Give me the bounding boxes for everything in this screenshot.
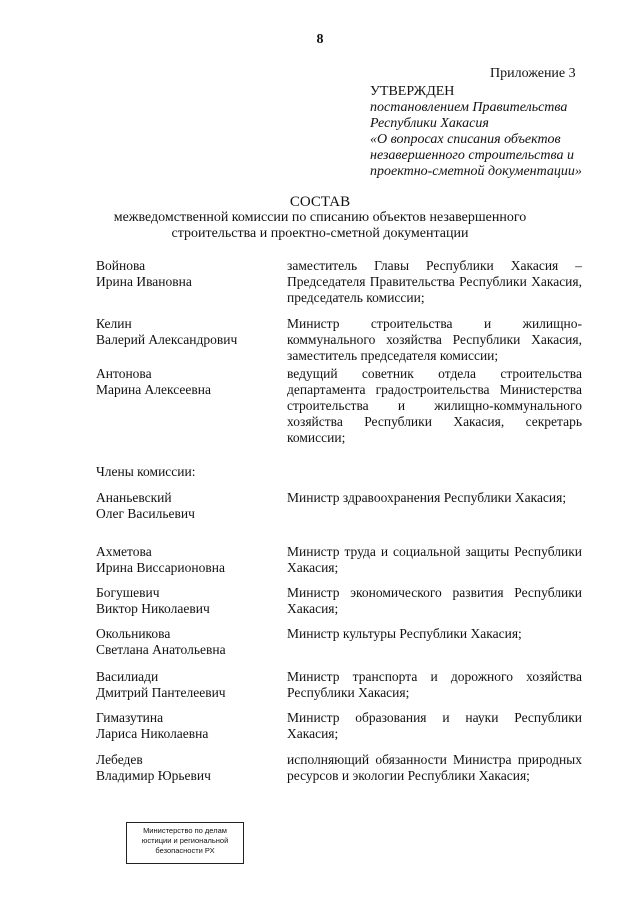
member-given-name: Олег Васильевич	[96, 506, 195, 521]
member-role: Министр труда и социальной защиты Республики Хакасия;	[287, 544, 582, 575]
member-role: Министр экономического развития Республики Хакасия;	[287, 585, 582, 616]
member-given-name: Виктор Николаевич	[96, 601, 210, 616]
member-given-name: Владимир Юрьевич	[96, 768, 211, 783]
approval-line: постановлением Правительства	[370, 100, 568, 115]
member-surname: Василиади	[96, 669, 159, 684]
approval-line: проектно-сметной документации»	[370, 164, 582, 179]
page-number: 8	[316, 32, 324, 47]
member-given-name: Лариса Николаевна	[96, 726, 209, 741]
member-given-name: Марина Алексеевна	[96, 382, 211, 397]
approval-block	[370, 84, 582, 180]
member-given-name: Ирина Ивановна	[96, 274, 192, 289]
stamp-line: юстиции и региональной	[141, 836, 229, 845]
member-name	[96, 585, 286, 617]
member-role: заместитель Главы Республики Хакасия – Председателя Правительства Республики Хакасия, председатель комиссии;	[287, 258, 582, 305]
member-surname: Келин	[96, 316, 132, 331]
member-given-name: Валерий Александрович	[96, 332, 238, 347]
member-name	[96, 490, 286, 522]
member-name	[96, 258, 286, 290]
stamp-line: безопасности РХ	[155, 846, 215, 855]
member-surname: Ахметова	[96, 544, 152, 559]
approval-line: незавершенного строительства и	[370, 148, 574, 163]
subtitle-line: строительства и проектно-сметной документации	[171, 226, 469, 241]
approval-line: «О вопросах списания объектов	[370, 132, 561, 147]
subtitle-line: межведомственной комиссии по списанию объектов незавершенного	[113, 210, 527, 225]
member-name	[96, 752, 286, 784]
member-surname: Гимазутина	[96, 710, 164, 725]
member-name	[96, 669, 286, 701]
member-name	[96, 366, 286, 398]
approved-heading: УТВЕРЖДЕН	[370, 84, 455, 99]
member-given-name: Ирина Виссарионовна	[96, 560, 225, 575]
member-given-name: Светлана Анатольевна	[96, 642, 226, 657]
member-given-name: Дмитрий Пантелеевич	[96, 685, 226, 700]
registration-stamp	[126, 822, 244, 864]
member-surname: Войнова	[96, 258, 146, 273]
member-name	[96, 710, 286, 742]
member-role: ведущий советник отдела строительства департамента градостроительства Министерства строительства и жилищно-коммунального хозяйства Республики Хакасия, секретарь комиссии;	[287, 366, 582, 445]
member-role: Министр культуры Республики Хакасия;	[287, 626, 522, 641]
document-title: СОСТАВ	[289, 194, 351, 210]
member-surname: Лебедев	[96, 752, 143, 767]
member-name	[96, 316, 286, 348]
approval-line: Республики Хакасия	[370, 116, 489, 131]
member-role: Министр транспорта и дорожного хозяйства Республики Хакасия;	[287, 669, 582, 700]
member-surname: Окольникова	[96, 626, 171, 641]
member-name	[96, 626, 286, 658]
appendix-label: Приложение 3	[490, 66, 576, 81]
member-role: Министр строительства и жилищно-коммунального хозяйства Республики Хакасия, заместитель председателя комиссии;	[287, 316, 582, 363]
member-role: Министр здравоохранения Республики Хакасия;	[287, 490, 567, 505]
member-role: Министр образования и науки Республики Хакасия;	[287, 710, 582, 741]
stamp-line: Министерство по делам	[143, 826, 227, 835]
member-surname: Антонова	[96, 366, 152, 381]
member-role: исполняющий обязанности Министра природных ресурсов и экологии Республики Хакасия;	[287, 752, 582, 783]
member-name	[96, 544, 286, 576]
member-surname: Ананьевский	[96, 490, 172, 505]
member-surname: Богушевич	[96, 585, 160, 600]
members-label: Члены комиссии:	[96, 464, 196, 479]
document-subtitle	[110, 210, 530, 242]
